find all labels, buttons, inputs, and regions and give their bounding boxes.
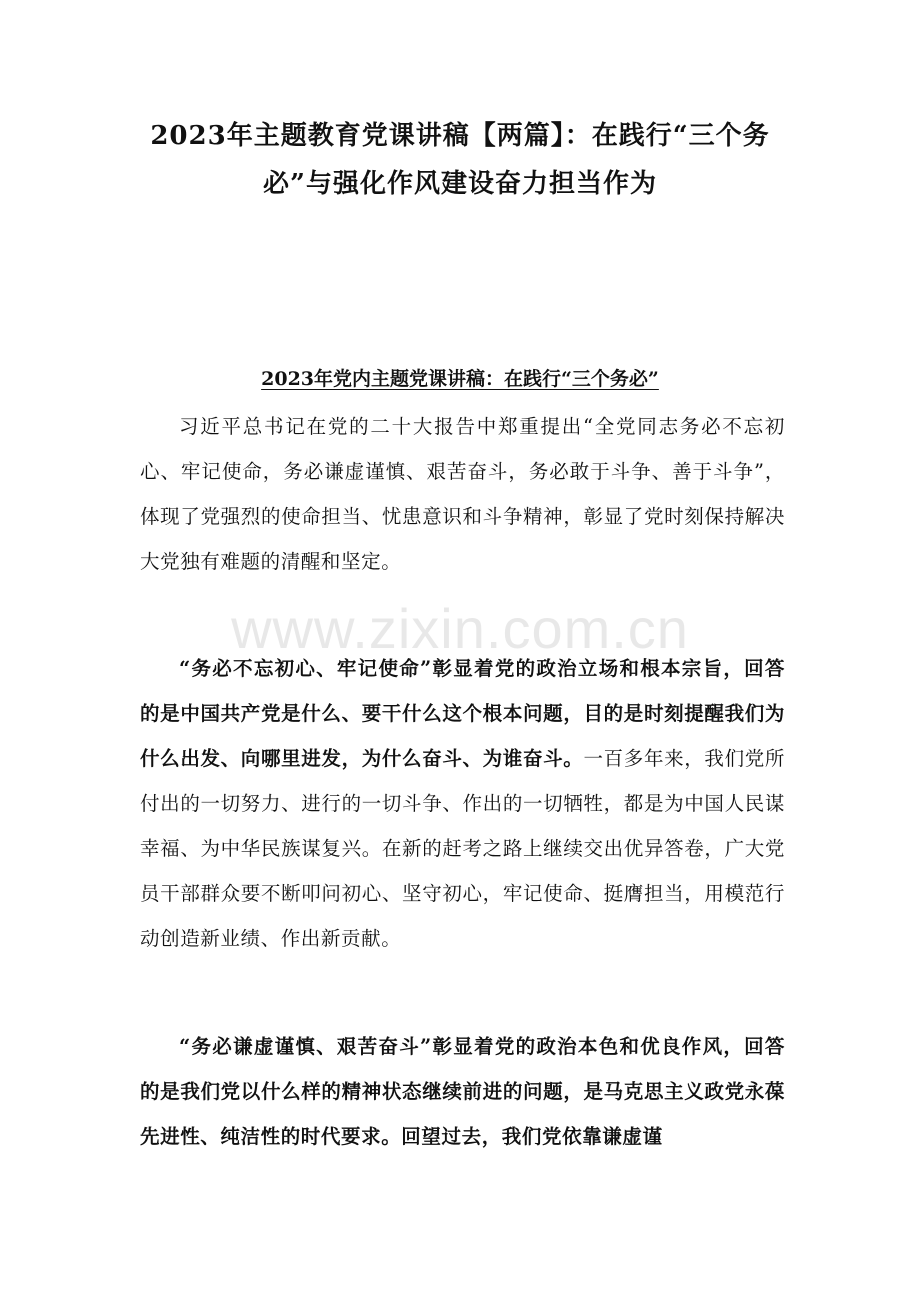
paragraph-text: 习近平总书记在党的二十大报告中郑重提出“全党同志务必不忘初心、牢记使命，务必谦虚谨慎、艰苦奋斗，务必敢于斗争、善于斗争”，体现了党强烈的使命担当、忧患意识和斗争精神，彰显了党时刻保持解决大党独有难题的清醒和坚定。 [140,415,785,573]
paragraph-intro [140,404,785,584]
document-title: 2023年主题教育党课讲稿【两篇】：在践行“三个务必”与强化作风建设奋力担当作为 [150,121,770,199]
section-heading: 2023年党内主题党课讲稿：在践行“三个务必” [261,368,659,390]
paragraph-bold-text: “务必谦虚谨慎、艰苦奋斗”彰显着党的政治本色和优良作风，回答的是我们党以什么样的精神状态继续前进的问题，是马克思主义政党永葆先进性、纯洁性的时代要求。回望过去，我们党依靠谦虚谨 [140,1035,785,1148]
paragraph-bold-text: “务必不忘初心、牢记使命”彰显着党的政治立场和根本宗旨，回答的是中国共产党是什么、要干什么这个根本问题，目的是时刻提醒我们为什么出发、向哪里进发，为什么奋斗、为谁奋斗。 [140,657,785,770]
paragraph-first-must [140,646,785,961]
paragraph-second-must [140,1024,785,1159]
watermark: www.zixin.com.cn [231,597,689,660]
paragraph-text: 一百多年来，我们党所付出的一切努力、进行的一切斗争、作出的一切牺牲，都是为中国人民谋幸福、为中华民族谋复兴。在新的赶考之路上继续交出优异答卷，广大党员干部群众要不断叩问初心、坚守初心，牢记使命、挺膺担当，用模范行动创造新业绩、作出新贡献。 [140,747,785,950]
